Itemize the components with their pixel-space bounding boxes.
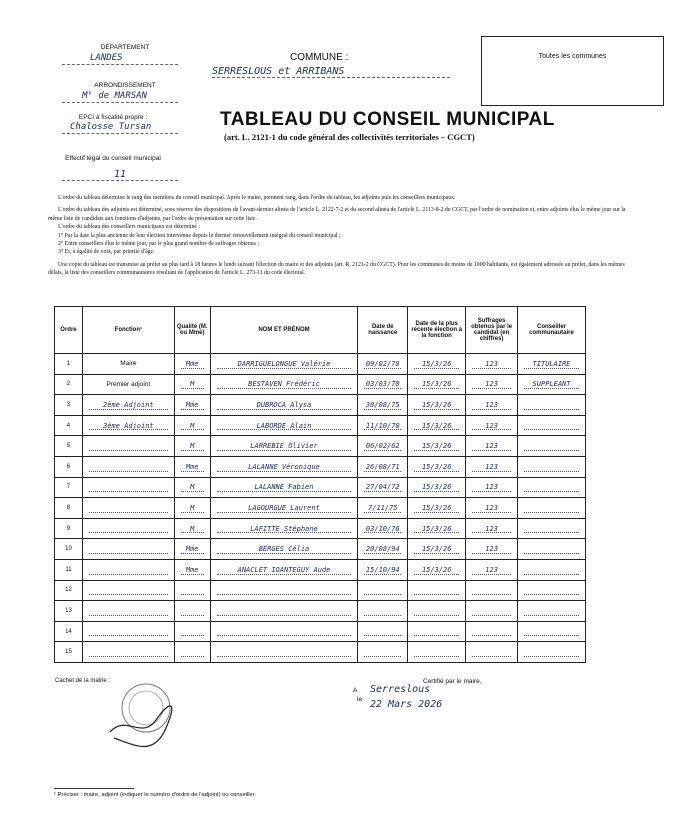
cell-value: 15/3/26 [421, 421, 452, 430]
table-row [55, 477, 586, 498]
table-row [55, 601, 586, 622]
cell-naissance [358, 601, 408, 622]
cell-nom [210, 539, 358, 560]
table-row [55, 621, 586, 642]
arrondissement-value: Mᵗ de MARSAN [62, 91, 178, 103]
cell-comm [518, 456, 586, 477]
cell-nom [210, 642, 358, 663]
cell-value: M [190, 380, 195, 389]
cell-value: 123 [485, 524, 498, 533]
footnote: ¹ Préciser : maire, adjoint (indiquer le numéro d'ordre de l'adjoint) ou conseiller. [54, 792, 256, 798]
cell-nom [210, 354, 358, 375]
cell-naissance [358, 642, 408, 663]
certif-place: Serreslous [370, 684, 431, 695]
cell-naissance [358, 539, 408, 560]
cell-nom [210, 559, 358, 580]
table-row [55, 436, 586, 457]
cell-election [408, 477, 466, 498]
cell-nom [210, 436, 358, 457]
cell-value: 15/3/26 [421, 503, 452, 512]
table-row [55, 354, 586, 375]
cell-qualite [174, 498, 210, 519]
effectif-value: 11 [62, 169, 178, 181]
cell-election [408, 374, 466, 395]
paragraph: 2° Entre conseillers élus le même jour, par le plus grand nombre de suffrages obtenus ; [58, 241, 259, 248]
cell-value: 15/3/26 [421, 524, 452, 533]
col-qualite: Qualité (M. ou Mme) [174, 307, 210, 354]
cell-nom [210, 415, 358, 436]
table-row [55, 518, 586, 539]
col-ordre: Ordre [55, 307, 83, 354]
cell-value: 20/08/94 [365, 545, 400, 554]
cell-fonction [82, 518, 174, 539]
table-row [55, 642, 586, 663]
cell-value: LABORDE Alain [256, 421, 312, 430]
cell-fonction: Premier adjoint [82, 374, 174, 395]
cell-value: 03/10/76 [365, 524, 400, 533]
cell-nom [210, 498, 358, 519]
cell-election [408, 498, 466, 519]
cell-fonction: Maire [82, 354, 174, 375]
cell-nom [210, 395, 358, 416]
cell-naissance [358, 498, 408, 519]
cell-qualite [174, 621, 210, 642]
cell-qualite [174, 518, 210, 539]
cell-naissance [358, 580, 408, 601]
cell-value: 03/03/70 [365, 380, 400, 389]
cell-nom [210, 374, 358, 395]
cell-nom [210, 477, 358, 498]
cell-nom [210, 580, 358, 601]
cell-value: 123 [485, 545, 498, 554]
cell-fonction [82, 642, 174, 663]
cell-value: 123 [485, 359, 498, 368]
cell-comm [518, 354, 586, 375]
cell-comm [518, 642, 586, 663]
cell-fonction [82, 621, 174, 642]
cell-value: 15/3/26 [421, 359, 452, 368]
cell-qualite [174, 436, 210, 457]
cell-ordre: 11 [55, 559, 83, 580]
cell-ordre: 7 [55, 477, 83, 498]
cell-election [408, 621, 466, 642]
cell-value: Mme [185, 359, 199, 368]
cell-value: 123 [485, 400, 498, 409]
cell-comm [518, 518, 586, 539]
cell-value: Mme [185, 565, 199, 574]
cell-election [408, 456, 466, 477]
cell-value: Mme [185, 400, 199, 409]
cell-value: 27/04/72 [365, 483, 400, 492]
cell-comm [518, 621, 586, 642]
cell-suffrages [466, 374, 518, 395]
instructions-text [48, 194, 628, 278]
cell-value: M [190, 442, 195, 451]
cell-value: 15/3/26 [421, 380, 452, 389]
cell-value: 15/3/26 [421, 483, 452, 492]
cell-value: Mme [185, 462, 199, 471]
cell-comm [518, 580, 586, 601]
cell-comm [518, 559, 586, 580]
paragraph: 1° Par la date la plus ancienne de leur élection intervenue depuis le dernier renouvellement intégral du conseil municipal ; [58, 232, 341, 239]
cell-value: BERGES Célia [258, 545, 310, 554]
table-header-row [55, 307, 586, 354]
cell-value: 15/3/26 [421, 545, 452, 554]
cell-ordre: 15 [55, 642, 83, 663]
cell-qualite [174, 601, 210, 622]
cachet-label: Cachet de la mairie : [55, 678, 111, 684]
col-naissance: Date de naissance [358, 307, 408, 354]
cell-value: 3ème Adjoint [103, 421, 154, 430]
cell-suffrages [466, 580, 518, 601]
cell-ordre: 1 [55, 354, 83, 375]
table-row [55, 498, 586, 519]
cell-value: M [190, 524, 195, 533]
certif-date: 22 Mars 2026 [370, 699, 443, 710]
col-suffrages: Suffrages obtenus par le candidat (en chiffres) [466, 307, 518, 354]
cell-value: M [190, 483, 195, 492]
cell-suffrages [466, 477, 518, 498]
cell-value: 123 [485, 565, 498, 574]
mairie-stamp [96, 680, 186, 750]
cell-suffrages [466, 518, 518, 539]
cell-suffrages [466, 642, 518, 663]
conseil-table [54, 306, 586, 663]
cell-comm [518, 395, 586, 416]
commune-value: SERRESLOUS et ARRIBANS [212, 66, 450, 78]
arrondissement-label: ARRONDISSEMENT [94, 82, 156, 89]
cell-suffrages [466, 436, 518, 457]
effectif-label: Effectif légal du conseil municipal [65, 155, 161, 162]
cell-naissance [358, 559, 408, 580]
certif-label: Certifié par le maire, [423, 678, 482, 685]
cell-comm [518, 601, 586, 622]
cell-comm [518, 539, 586, 560]
cell-fonction [82, 498, 174, 519]
paragraph: L'ordre du tableau détermine le rang des membres du conseil municipal. Après le maire, prennent rang, dans l'ordre du tableau, les adjoints puis les conseillers municipaux. [58, 195, 456, 201]
cell-qualite [174, 477, 210, 498]
cell-election [408, 395, 466, 416]
communes-box [481, 36, 664, 106]
cell-value: LAGOURGUE Laurent [248, 503, 320, 512]
cell-value: M [190, 503, 195, 512]
cell-value: LALANNE Véronique [248, 462, 320, 471]
table-row [55, 559, 586, 580]
cell-ordre: 8 [55, 498, 83, 519]
departement-value: LANDES [62, 53, 178, 65]
cell-ordre: 10 [55, 539, 83, 560]
cell-value: 15/3/26 [421, 400, 452, 409]
cell-fonction [82, 415, 174, 436]
cell-value: 26/08/71 [365, 462, 400, 471]
cell-naissance [358, 415, 408, 436]
table-row [55, 415, 586, 436]
col-communautaire: Conseiller communautaire [518, 307, 586, 354]
cell-suffrages [466, 621, 518, 642]
page-title: TABLEAU DU CONSEIL MUNICIPAL [220, 109, 555, 130]
cell-suffrages [466, 498, 518, 519]
cell-suffrages [466, 539, 518, 560]
cell-fonction [82, 395, 174, 416]
cell-value: 123 [485, 442, 498, 451]
table-row [55, 580, 586, 601]
cell-naissance [358, 456, 408, 477]
footnote-rule [54, 788, 134, 789]
cell-value: DUBROCA Alysa [256, 400, 312, 409]
cell-nom [210, 621, 358, 642]
table-row [55, 395, 586, 416]
cell-ordre: 2 [55, 374, 83, 395]
cell-qualite [174, 539, 210, 560]
cell-value: 123 [485, 421, 498, 430]
paragraph: L'ordre du tableau des conseillers municipaux est déterminé : [58, 224, 201, 231]
cell-naissance [358, 436, 408, 457]
cell-election [408, 642, 466, 663]
cell-value: 11/10/70 [365, 421, 400, 430]
cell-naissance [358, 395, 408, 416]
cell-ordre: 4 [55, 415, 83, 436]
cell-value: 09/02/78 [365, 359, 400, 368]
cell-election [408, 601, 466, 622]
paragraph: L'ordre du tableau des adjoints est déterminé, sous réserve des dispositions de l'avant-dernier alinéa de l'article L. 2122-7-2 et du second alinéa de l'article L. 2113-8-2 du CGCT, par l'ordre de nomination et, entre adjoints élus le même jour sur la même liste de candidats aux fonctions d'adjoints, par l'ordre de présentation sur cette liste. [48, 207, 626, 222]
cell-naissance [358, 374, 408, 395]
cell-value: LAFITTE Stéphane [250, 524, 318, 533]
cell-value: Mme [185, 545, 199, 554]
cell-election [408, 436, 466, 457]
commune-label: COMMUNE : [290, 52, 349, 63]
cell-comm [518, 477, 586, 498]
cell-qualite [174, 354, 210, 375]
cell-nom [210, 456, 358, 477]
cell-fonction [82, 477, 174, 498]
cell-value: 15/10/94 [365, 565, 400, 574]
col-nom: NOM ET PRÉNOM [210, 307, 358, 354]
cell-value: SUPPLEANT [532, 380, 571, 389]
cell-election [408, 580, 466, 601]
cell-ordre: 5 [55, 436, 83, 457]
cell-election [408, 415, 466, 436]
cell-value: 15/3/26 [421, 565, 452, 574]
cell-comm [518, 498, 586, 519]
cell-value: 2ème Adjoint [103, 400, 154, 409]
cell-qualite [174, 374, 210, 395]
cell-nom [210, 601, 358, 622]
cell-qualite [174, 395, 210, 416]
cell-value: 30/08/75 [365, 400, 400, 409]
cell-value: LARREBIE Olivier [250, 442, 318, 451]
cell-suffrages [466, 601, 518, 622]
cell-value: LALANNE Fabien [254, 483, 314, 492]
cell-naissance [358, 621, 408, 642]
cell-election [408, 518, 466, 539]
cell-value: 06/02/62 [365, 442, 400, 451]
cell-value: TITULAIRE [532, 359, 571, 368]
cell-fonction [82, 559, 174, 580]
cell-fonction [82, 580, 174, 601]
cell-ordre: 9 [55, 518, 83, 539]
cell-suffrages [466, 559, 518, 580]
cell-fonction [82, 601, 174, 622]
cell-fonction [82, 456, 174, 477]
col-election: Date de la plus récente élection à la fonction [408, 307, 466, 354]
cell-suffrages [466, 395, 518, 416]
cell-value: 123 [485, 462, 498, 471]
cell-value: M [190, 421, 195, 430]
le-label: le [357, 696, 363, 703]
cell-qualite [174, 456, 210, 477]
table-row [55, 539, 586, 560]
cell-comm [518, 415, 586, 436]
epci-label: EPCI à fiscalité propre : [78, 114, 148, 121]
cell-ordre: 12 [55, 580, 83, 601]
cell-value: 123 [485, 483, 498, 492]
a-label: A [353, 687, 358, 694]
cell-suffrages [466, 354, 518, 375]
cell-election [408, 539, 466, 560]
table-row [55, 456, 586, 477]
cell-value: 15/3/26 [421, 462, 452, 471]
cell-value: 7/11/75 [368, 503, 398, 512]
cell-election [408, 354, 466, 375]
cell-naissance [358, 354, 408, 375]
cell-value: 123 [485, 380, 498, 389]
cell-election [408, 559, 466, 580]
cell-ordre: 14 [55, 621, 83, 642]
paragraph: 3° Et, à égalité de voix, par priorité d'âge. [58, 249, 155, 256]
paragraph: Une copie du tableau est transmise au préfet au plus tard à 18 heures le lundi suivant l'élection du maire et des adjoints (art. R. 2121-2 du CGCT). Pour les communes de moins de 1000 habitants, est également adressée au préfet, dans les mêmes délais, la liste des conseillers communautaires résultant de l'application de l'article L. 273-11 du code électoral. [48, 261, 625, 277]
cell-naissance [358, 518, 408, 539]
cell-value: BESTAVEN Frédéric [248, 380, 320, 389]
cell-qualite [174, 559, 210, 580]
cell-fonction [82, 539, 174, 560]
cell-value: 15/3/26 [421, 442, 452, 451]
cell-value: 123 [485, 503, 498, 512]
cell-ordre: 3 [55, 395, 83, 416]
cell-comm [518, 436, 586, 457]
cell-fonction [82, 436, 174, 457]
cell-comm [518, 374, 586, 395]
cell-nom [210, 518, 358, 539]
cell-qualite [174, 415, 210, 436]
communes-box-label: Toutes les communes [538, 53, 607, 60]
cell-ordre: 13 [55, 601, 83, 622]
col-fonction: Fonction¹ [82, 307, 174, 354]
page-subtitle: (art. L. 2121-1 du code général des collectivités territoriales – CGCT) [224, 132, 475, 142]
table-row [55, 374, 586, 395]
cell-value: ANACLET IOANTEGUY Aude [237, 565, 331, 574]
cell-value: DARRIGUELONGUE Valérie [237, 359, 331, 368]
cell-ordre: 6 [55, 456, 83, 477]
cell-qualite [174, 642, 210, 663]
cell-suffrages [466, 415, 518, 436]
cell-qualite [174, 580, 210, 601]
cell-suffrages [466, 456, 518, 477]
departement-label: DÉPARTEMENT [100, 44, 150, 51]
epci-value: Chalosse Tursan [62, 122, 178, 134]
cell-naissance [358, 477, 408, 498]
